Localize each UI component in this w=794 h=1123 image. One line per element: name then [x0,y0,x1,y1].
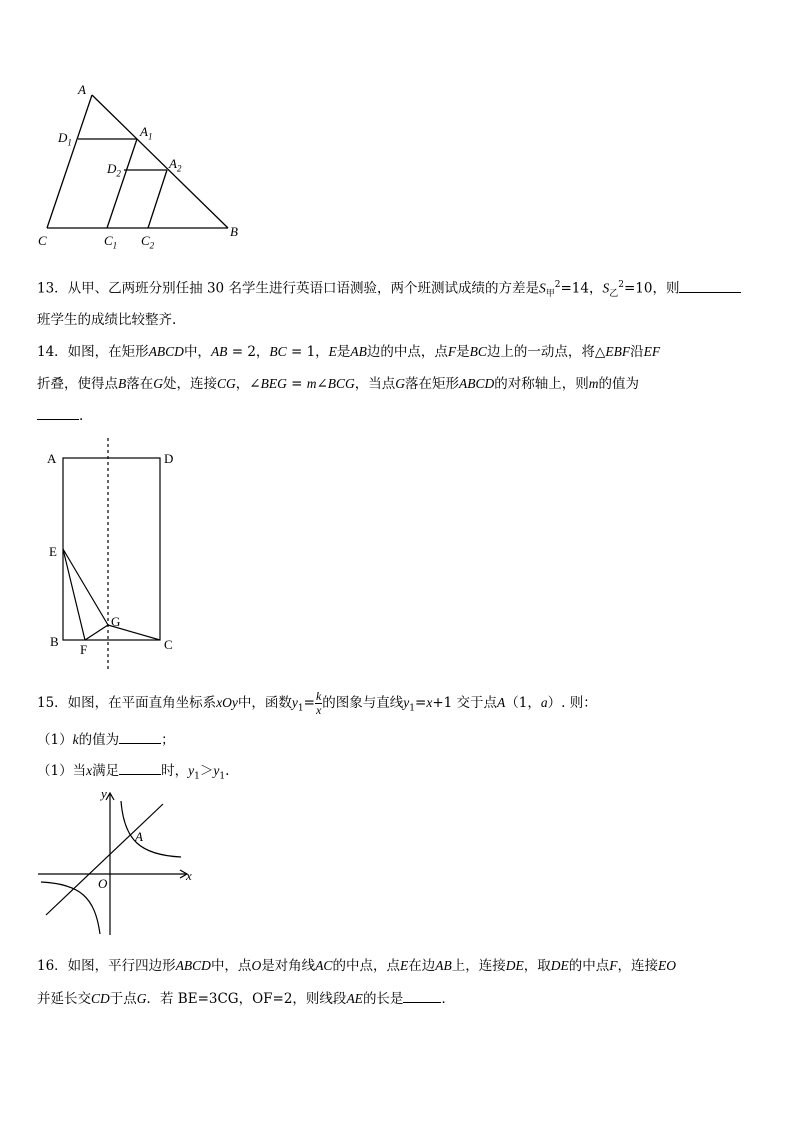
label-E: E [49,544,57,559]
label-A2: $A_2$ [169,156,182,174]
label-B: B [230,224,238,239]
question-16-line-2: 并延长交CD于点G．若 BE=3CG，OF=2，则线段AE的长是 ． [37,988,455,1008]
question-14-line-3: . [37,405,83,425]
label-A: A [78,82,86,97]
question-13-line-2: 班学生的成绩比较整齐. [37,312,177,328]
label-C: C [38,233,47,248]
line-y-equals-x-plus-1 [46,804,163,915]
fraction-k-over-x: $\frac{k}{x}$ [315,689,322,717]
question-14-line-2: 折叠，使得点B落在G处，连接CG，∠BEG = m∠BCG，当点G落在矩形ABCD的对称轴上，则m的值为 [37,376,640,392]
label-O: O [98,876,108,891]
label-D: D [164,451,174,466]
answer-blank-16[interactable] [403,988,441,1003]
label-A: A [47,451,57,466]
label-B: B [50,634,59,649]
label-G: G [111,614,121,629]
hyperbola-branch-1 [121,801,181,857]
label-D2: $D_2$ [107,161,121,179]
label-x: x [186,868,192,883]
label-F: F [80,642,88,657]
question-13-line-1: 13．从甲、乙两班分别任抽 30 名学生进行英语口语测验，两个班测试成绩的方差是$S_甲^2=14$，$S_乙^2=10$，则 [37,276,741,303]
label-C2: $C_2$ [141,233,155,251]
hyperbola-branch-3 [41,882,100,934]
label-y: y [101,786,107,801]
question-15-line-1: 15．如图，在平面直角坐标系xOy中，函数$y_1=$ $\frac{k}{x}$ 的图象与直线$y_1=x+1$ 交于点A（1，a）. 则： [37,689,597,717]
label-A: A [135,829,143,844]
label-D1: $D_1$ [58,130,72,148]
question-15-sub-2: （1）当x满足 时，$y_1>y_1$. [37,760,229,786]
label-A1: $A_1$ [140,124,153,142]
question-15-sub-1: （1）k的值为 ； [37,729,175,749]
question-14-line-1: 14．如图，在矩形ABCD中，AB = 2，BC = 1，E是AB边的中点，点F是BC边上的一动点，将△EBF沿EF [37,344,661,360]
label-C1: $C_1$ [104,233,118,251]
label-C: C [164,637,173,652]
question-16-line-1: 16．如图，平行四边形ABCD中，点O是对角线AC的中点，点E在边AB上，连接DE，取DE的中点F，连接EO [37,958,676,974]
